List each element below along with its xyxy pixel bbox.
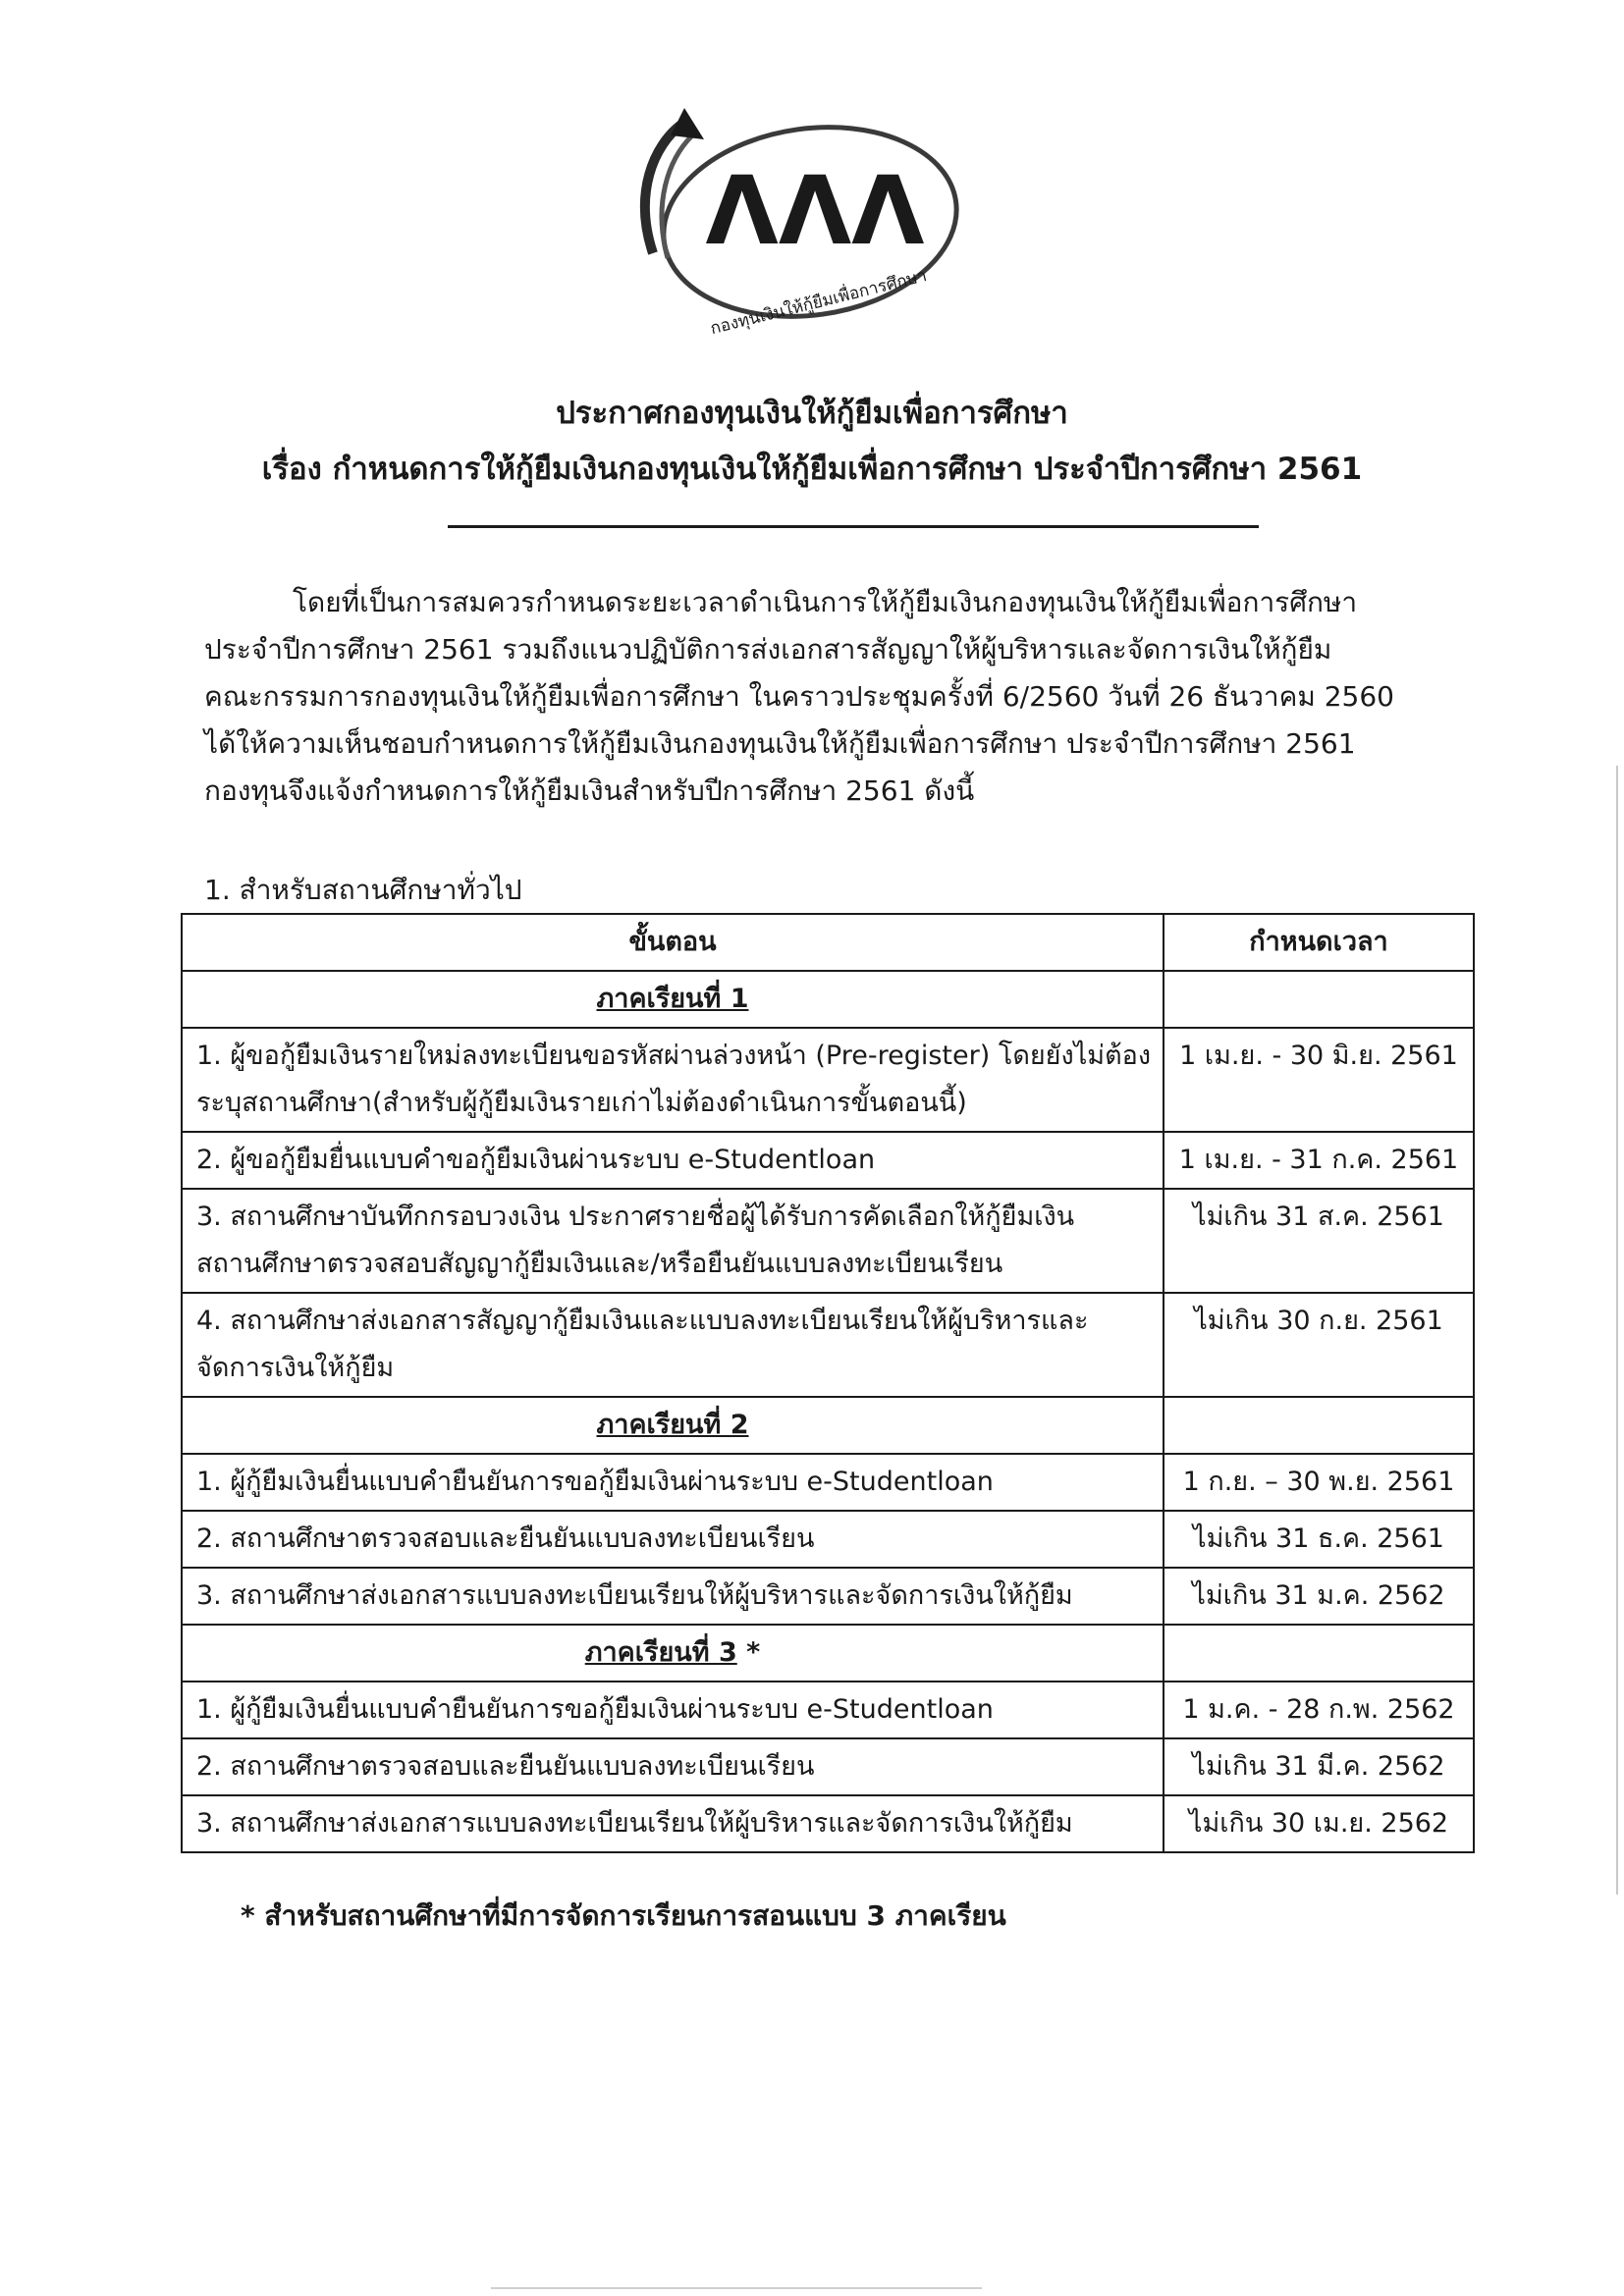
- term-empty-cell: [1164, 1625, 1474, 1682]
- scan-bottom-mark: [491, 2287, 982, 2289]
- title-divider: [448, 525, 1259, 528]
- term-row: [182, 971, 1474, 1028]
- step-line: 3. สถานศึกษาส่งเอกสารแบบลงทะเบียนเรียนให้ผู้บริหารและจัดการเงินให้กู้ยืม: [196, 1580, 1073, 1611]
- step-cell: [182, 1189, 1164, 1293]
- term-label: ภาคเรียนที่ 3: [584, 1637, 737, 1668]
- table-row: [182, 1738, 1474, 1795]
- column-header-step: ขั้นตอน: [182, 914, 1164, 971]
- step-line: 2. สถานศึกษาตรวจสอบและยืนยันแบบลงทะเบียนเรียน: [196, 1523, 815, 1554]
- time-cell: ไม่เกิน 31 มี.ค. 2562: [1164, 1738, 1474, 1795]
- table-row: [182, 1293, 1474, 1397]
- step-line: 1. ผู้ขอกู้ยืมเงินรายใหม่ลงทะเบียนขอรหัสผ่านล่วงหน้า (Pre-register) โดยยังไม่ต้อง: [196, 1041, 1151, 1071]
- intro-paragraph: [204, 579, 1453, 815]
- step-cell: [182, 1738, 1164, 1795]
- announcement-title: ประกาศกองทุนเงินให้กู้ยืมเพื่อการศึกษา: [556, 396, 1068, 431]
- term-row: [182, 1397, 1474, 1454]
- time-cell: ไม่เกิน 30 ก.ย. 2561: [1164, 1293, 1474, 1397]
- step-cell: [182, 1028, 1164, 1132]
- term-empty-cell: [1164, 971, 1474, 1028]
- term-row: [182, 1625, 1474, 1682]
- step-line: 1. ผู้กู้ยืมเงินยื่นแบบคำยืนยันการขอกู้ยืมเงินผ่านระบบ e-Studentloan: [196, 1467, 994, 1497]
- step-line: 1. ผู้กู้ยืมเงินยื่นแบบคำยืนยันการขอกู้ยืมเงินผ่านระบบ e-Studentloan: [196, 1694, 994, 1725]
- footnote: * สำหรับสถานศึกษาที่มีการจัดการเรียนการสอนแบบ 3 ภาคเรียน: [241, 1899, 1006, 1932]
- time-cell: 1 เม.ย. - 30 มิ.ย. 2561: [1164, 1028, 1474, 1132]
- time-cell: 1 ม.ค. - 28 ก.พ. 2562: [1164, 1682, 1474, 1738]
- term-label: ภาคเรียนที่ 2: [182, 1397, 1164, 1454]
- step-cell: [182, 1132, 1164, 1189]
- section-heading: 1. สำหรับสถานศึกษาทั่วไป: [204, 874, 522, 906]
- svg-text:ΛΛΛ: ΛΛΛ: [705, 156, 925, 266]
- step-line: จัดการเงินให้กู้ยืม: [196, 1353, 395, 1383]
- logo-text: กองทุนเงินให้กู้ยืมเพื่อการศึกษา: [708, 266, 930, 340]
- fund-logo: [614, 106, 977, 351]
- table-row: [182, 1132, 1474, 1189]
- column-header-time: กำหนดเวลา: [1164, 914, 1474, 971]
- step-cell: [182, 1682, 1164, 1738]
- schedule-table: [181, 913, 1475, 1853]
- time-cell: 1 เม.ย. - 31 ก.ค. 2561: [1164, 1132, 1474, 1189]
- table-row: [182, 1568, 1474, 1625]
- table-row: [182, 1682, 1474, 1738]
- step-line: 3. สถานศึกษาบันทึกกรอบวงเงิน ประกาศรายชื่อผู้ได้รับการคัดเลือกให้กู้ยืมเงิน: [196, 1201, 1075, 1232]
- announcement-subject: เรื่อง กำหนดการให้กู้ยืมเงินกองทุนเงินให้กู้ยืมเพื่อการศึกษา ประจำปีการศึกษา 2561: [261, 452, 1363, 487]
- term-empty-cell: [1164, 1397, 1474, 1454]
- term-label: ภาคเรียนที่ 1: [182, 971, 1164, 1028]
- step-line: 2. ผู้ขอกู้ยืมยื่นแบบคำขอกู้ยืมเงินผ่านระบบ e-Studentloan: [196, 1145, 876, 1175]
- step-cell: [182, 1511, 1164, 1568]
- step-cell: [182, 1568, 1164, 1625]
- table-row: [182, 1028, 1474, 1132]
- intro-line: คณะกรรมการกองทุนเงินให้กู้ยืมเพื่อการศึกษา ในคราวประชุมครั้งที่ 6/2560 วันที่ 26 ธันวาคม 2560: [204, 680, 1394, 713]
- step-line: 2. สถานศึกษาตรวจสอบและยืนยันแบบลงทะเบียนเรียน: [196, 1751, 815, 1782]
- step-line: 4. สถานศึกษาส่งเอกสารสัญญากู้ยืมเงินและแบบลงทะเบียนเรียนให้ผู้บริหารและ: [196, 1306, 1089, 1336]
- scan-edge-mark: [1616, 766, 1618, 1895]
- time-cell: 1 ก.ย. – 30 พ.ย. 2561: [1164, 1454, 1474, 1511]
- step-line: สถานศึกษาตรวจสอบสัญญากู้ยืมเงินและ/หรือยืนยันแบบลงทะเบียนเรียน: [196, 1249, 1003, 1279]
- step-line: ระบุสถานศึกษา(สำหรับผู้กู้ยืมเงินรายเก่าไม่ต้องดำเนินการขั้นตอนนี้): [196, 1088, 967, 1118]
- table-row: [182, 1454, 1474, 1511]
- table-row: [182, 1189, 1474, 1293]
- step-line: 3. สถานศึกษาส่งเอกสารแบบลงทะเบียนเรียนให้ผู้บริหารและจัดการเงินให้กู้ยืม: [196, 1808, 1073, 1839]
- step-cell: [182, 1293, 1164, 1397]
- table-row: [182, 1511, 1474, 1568]
- intro-line: กองทุนจึงแจ้งกำหนดการให้กู้ยืมเงินสำหรับปีการศึกษา 2561 ดังนี้: [204, 774, 975, 807]
- step-cell: [182, 1795, 1164, 1852]
- time-cell: ไม่เกิน 31 ม.ค. 2562: [1164, 1568, 1474, 1625]
- intro-line: ประจำปีการศึกษา 2561 รวมถึงแนวปฏิบัติการส่งเอกสารสัญญาให้ผู้บริหารและจัดการเงินให้กู้ยืม: [204, 633, 1332, 666]
- intro-line: ได้ให้ความเห็นชอบกำหนดการให้กู้ยืมเงินกองทุนเงินให้กู้ยืมเพื่อการศึกษา ประจำปีการศึกษา 2561: [204, 727, 1356, 760]
- time-cell: ไม่เกิน 30 เม.ย. 2562: [1164, 1795, 1474, 1852]
- table-row: [182, 1795, 1474, 1852]
- term-cell: [182, 1625, 1164, 1682]
- time-cell: ไม่เกิน 31 ธ.ค. 2561: [1164, 1511, 1474, 1568]
- term-asterisk: *: [736, 1637, 761, 1668]
- intro-line: โดยที่เป็นการสมควรกำหนดระยะเวลาดำเนินการให้กู้ยืมเงินกองทุนเงินให้กู้ยืมเพื่อการศึกษา: [293, 586, 1358, 618]
- step-cell: [182, 1454, 1164, 1511]
- table-header-row: [182, 914, 1474, 971]
- time-cell: ไม่เกิน 31 ส.ค. 2561: [1164, 1189, 1474, 1293]
